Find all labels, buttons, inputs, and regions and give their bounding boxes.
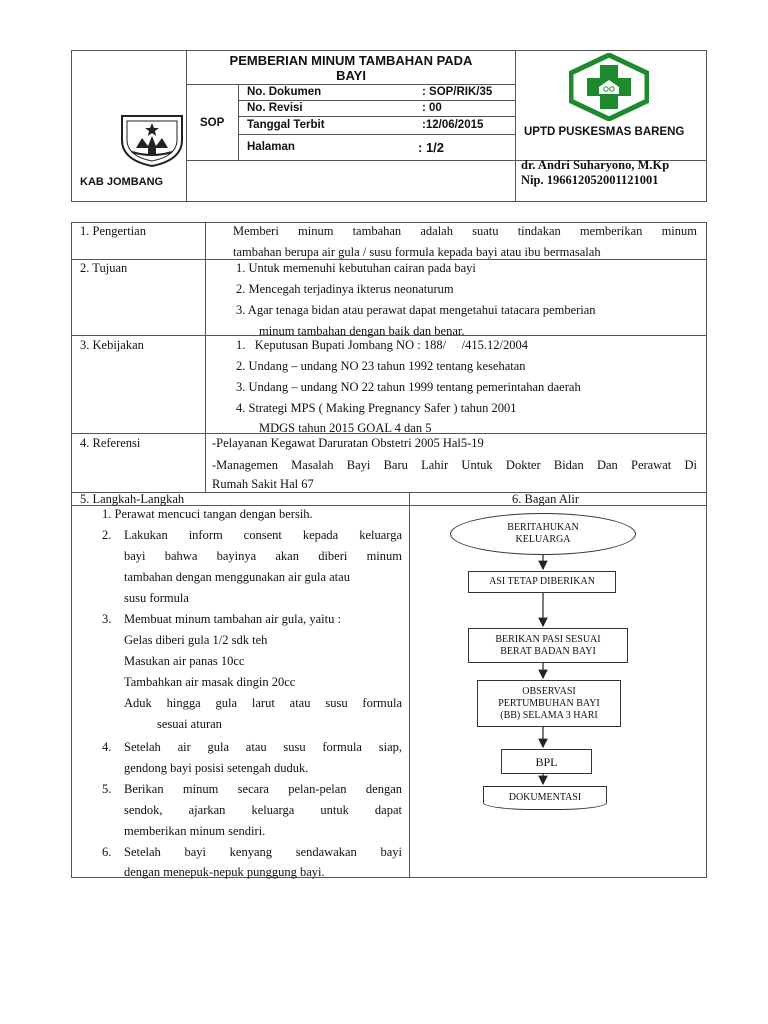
flow-node-pasi [468,628,628,663]
step-6-number: 6. [102,845,112,859]
kebijakan-item-2: 2. Undang – undang NO 23 tahun 1992 tentang kesehatan [236,359,526,373]
issue-date-label: Tanggal Terbit [247,119,325,131]
step-3-line4: Tambahkan air masak dingin 20cc [124,675,296,689]
step-4-line1: Setelah air gula atau susu formula siap, [124,740,402,754]
doc-number-value: : SOP/RIK/35 [422,86,493,98]
flow-node-observasi [477,680,621,727]
tujuan-item-1: 1. Untuk memenuhi kebutuhan cairan pada bayi [236,261,476,275]
kebijakan-label: 3. Kebijakan [80,338,144,352]
step-3-number: 3. [102,612,112,626]
sop-label: SOP [200,117,225,129]
step-5-line2: sendok, ajarkan keluarga untuk dapat [124,803,402,817]
left-caption: KAB JOMBANG [80,176,164,188]
puskesmas-logo [569,53,649,121]
referensi-line2: -Managemen Masalah Bayi Baru Lahir Untuk Dokter Bidan Dan Perawat Di [212,458,697,472]
flow-node-asi [468,571,616,593]
flow-node-beritahukan [450,513,636,555]
issue-date-value: :12/06/2015 [422,119,484,131]
flow-node-beritahukan-l2: KELUARGA [515,534,571,545]
flowchart [410,506,706,877]
step-2-line2: bayi bahwa bayinya akan diberi minum [124,549,402,563]
step-2-line1: Lakukan inform consent kepada keluarga [124,528,402,542]
langkah-label: 5. Langkah-Langkah [80,492,185,506]
flow-node-observasi-l1: OBSERVASI [522,685,576,697]
flow-node-bpl-text: BPL [535,754,558,769]
page-label: Halaman [247,141,295,153]
signer-nip: Nip. 196612052001121001 [521,173,659,187]
doc-number-label: No. Dokumen [247,86,322,98]
step-5-number: 5. [102,782,112,796]
flow-node-observasi-l3: (BB) SELAMA 3 HARI [500,709,598,721]
document-title-line1: PEMBERIAN MINUM TAMBAHAN PADA [229,53,473,68]
tujuan-label: 2. Tujuan [80,261,128,275]
flow-node-observasi-l2: PERTUMBUHAN BAYI [498,697,600,709]
kebijakan-item-3: 3. Undang – undang NO 22 tahun 1999 tentang pemerintahan daerah [236,380,581,394]
step-2-line3: tambahan dengan menggunakan air gula atau [124,570,350,584]
flow-node-dokumentasi [483,786,607,810]
step-5-line1: Berikan minum secara pelan-pelan dengan [124,782,402,796]
pengertian-text-line2: tambahan berupa air gula / susu formula kepada bayi atau ibu bermasalah [233,245,601,259]
step-5-line3: memberikan minum sendiri. [124,824,266,838]
referensi-line1: -Pelayanan Kegawat Daruratan Obstetri 2005 Hal5-19 [212,436,484,450]
step-2-line4: susu formula [124,591,189,605]
step-3-line1: Membuat minum tambahan air gula, yaitu : [124,612,341,626]
jombang-crest-logo [118,112,186,168]
tujuan-item-3: 3. Agar tenaga bidan atau perawat dapat mengetahui tatacara pemberian [236,303,596,317]
flow-node-pasi-l2: BERAT BADAN BAYI [500,645,596,657]
signer-name: dr. Andri Suharyono, M.Kp [521,158,670,172]
kebijakan-item-1: 1. Keputusan Bupati Jombang NO : 188/ /415.12/2004 [236,338,528,352]
kebijakan-item-4: 4. Strategi MPS ( Making Pregnancy Safer ) tahun 2001 [236,401,517,415]
tujuan-item-3-cont: minum tambahan dengan baik dan benar. [259,324,465,338]
bagan-alir-label: 6. Bagan Alir [512,492,580,506]
flow-node-bpl [501,749,592,774]
referensi-line3: Rumah Sakit Hal 67 [212,477,314,491]
pengertian-text-line1: Memberi minum tambahan adalah suatu tindakan memberikan minum [233,224,697,238]
flow-node-pasi-l1: BERIKAN PASI SESUAI [495,633,601,645]
step-3-line2: Gelas diberi gula 1/2 sdk teh [124,633,268,647]
flow-node-asi-text: ASI TETAP DIBERIKAN [489,576,595,587]
step-3-line3: Masukan air panas 10cc [124,654,245,668]
right-caption: UPTD PUSKESMAS BARENG [524,126,685,138]
step-6-line2: dengan menepuk-nepuk punggung bayi. [124,865,325,879]
referensi-label: 4. Referensi [80,436,141,450]
document-title-line2: BAYI [336,68,366,83]
tujuan-item-2: 2. Mencegah terjadinya ikterus neonaturum [236,282,454,296]
step-2-number: 2. [102,528,112,542]
step-4-line2: gendong bayi posisi setengah duduk. [124,761,309,775]
pengertian-label: 1. Pengertian [80,224,146,238]
revision-value: : 00 [422,102,442,114]
step-3-line5: Aduk hingga gula larut atau susu formula [124,696,402,710]
flow-node-beritahukan-l1: BERITAHUKAN [507,522,579,533]
kebijakan-item-4-cont: MDGS tahun 2015 GOAL 4 dan 5 [259,421,432,435]
step-3-line6: sesuai aturan [157,717,222,731]
page-value: : 1/2 [418,140,445,155]
revision-label: No. Revisi [247,102,303,114]
step-1: 1. Perawat mencuci tangan dengan bersih. [102,507,313,521]
step-6-line1: Setelah bayi kenyang sendawakan bayi [124,845,402,859]
step-4-number: 4. [102,740,112,754]
flow-node-dokumentasi-text: DOKUMENTASI [508,792,582,803]
